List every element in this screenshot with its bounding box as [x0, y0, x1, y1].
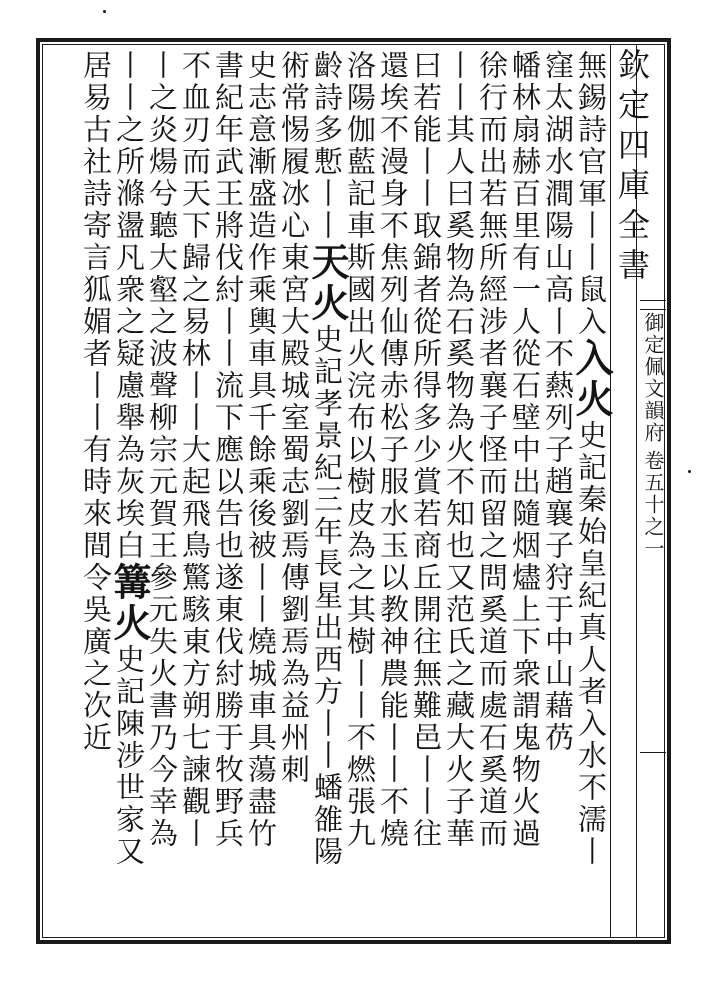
text-column-8: 洛陽伽藍記車斯國出火浣布以樹皮為之其樹丨丨不燃張九 [343, 50, 377, 850]
entry-text: 間令吳廣之次近 [79, 530, 113, 754]
text-column-12: 書紀年武王將伐紂丨丨流下應以告也遂東伐紂勝于牧野兵 [211, 50, 245, 850]
entry-heading-ruhuo: 入火 [569, 338, 614, 420]
book-title: 欽定四庫全書 [613, 48, 651, 288]
text-column-14: 丨之炎煬兮聽大壑之波聲柳宗元賀王參元失火書乃今幸為 [145, 50, 179, 850]
text-column-7: 還埃不漫身不焦列仙傳赤松子服水玉以教神農能丨丨不燒 [376, 50, 410, 850]
text-column-4: 徐行而出若無所經涉者襄子怪而留之問奚道而處石奚道而 [475, 50, 509, 850]
column-text: 無錫詩官軍丨丨鼠入 [574, 50, 608, 338]
entry-heading-tianhuo: 天火 [305, 242, 350, 324]
entry-text: 史記秦始皇紀真人者入水不濡丨 [574, 420, 608, 868]
margin-rule [640, 752, 666, 753]
margin-note: 御定佩文韻府 [641, 312, 665, 444]
text-column-11: 史志意漸盛造作乘輿車具千餘乘後被丨丨燒城車具蕩盡竹 [244, 50, 278, 850]
text-column-9 [305, 50, 350, 930]
print-speck [103, 10, 106, 13]
text-column-5: 丨丨其人曰奚物為石奚物為火不知也又范氏之藏大火子華 [442, 50, 476, 850]
entry-heading-gouhuo: 篝火 [107, 562, 152, 644]
text-column-13: 不血刃而天下歸之易林丨丨大起飛鳥驚駭東方朔七諫觀丨 [178, 50, 212, 850]
text-column-6: 曰若能丨丨取錦者從所得多少賞若商丘開往無難邑丨丨往 [409, 50, 443, 850]
header-divider [610, 44, 611, 938]
text-column-3: 幡林扇赫百里有一人從石壁中出隨烟燼上下衆謂鬼物火過 [508, 50, 542, 850]
column-text: 術常惕履冰心 [277, 50, 311, 242]
entry-text: 東宮大殿城室蜀志劉焉傳劉焉為益州刺 [277, 242, 311, 786]
text-column-16 [79, 50, 113, 930]
fish-tail-mark [640, 300, 666, 310]
text-column-10 [277, 50, 311, 930]
text-column-15 [107, 50, 152, 930]
entry-text: 史記孝景紀三年長星出西方丨丨蟠雒陽 [310, 324, 344, 868]
text-column-2 [541, 50, 575, 930]
print-speck [688, 470, 691, 473]
column-text: 齡詩多慙丨丨 [310, 50, 344, 242]
entry-text: 丨不爇列子趙襄子狩于中山藉芿 [541, 306, 575, 754]
column-text: 窪太湖水澗陽山高 [541, 50, 575, 306]
entry-text: 史記陳涉世家又 [112, 644, 146, 868]
volume-note: 卷五十之一 [641, 450, 665, 560]
column-text: 居易古社詩寄言狐媚者丨丨有時來 [79, 50, 113, 530]
text-column-1 [569, 50, 614, 930]
column-text: 丨丨之所滌盪凡衆之疑慮舉為灰埃白 [112, 50, 146, 562]
